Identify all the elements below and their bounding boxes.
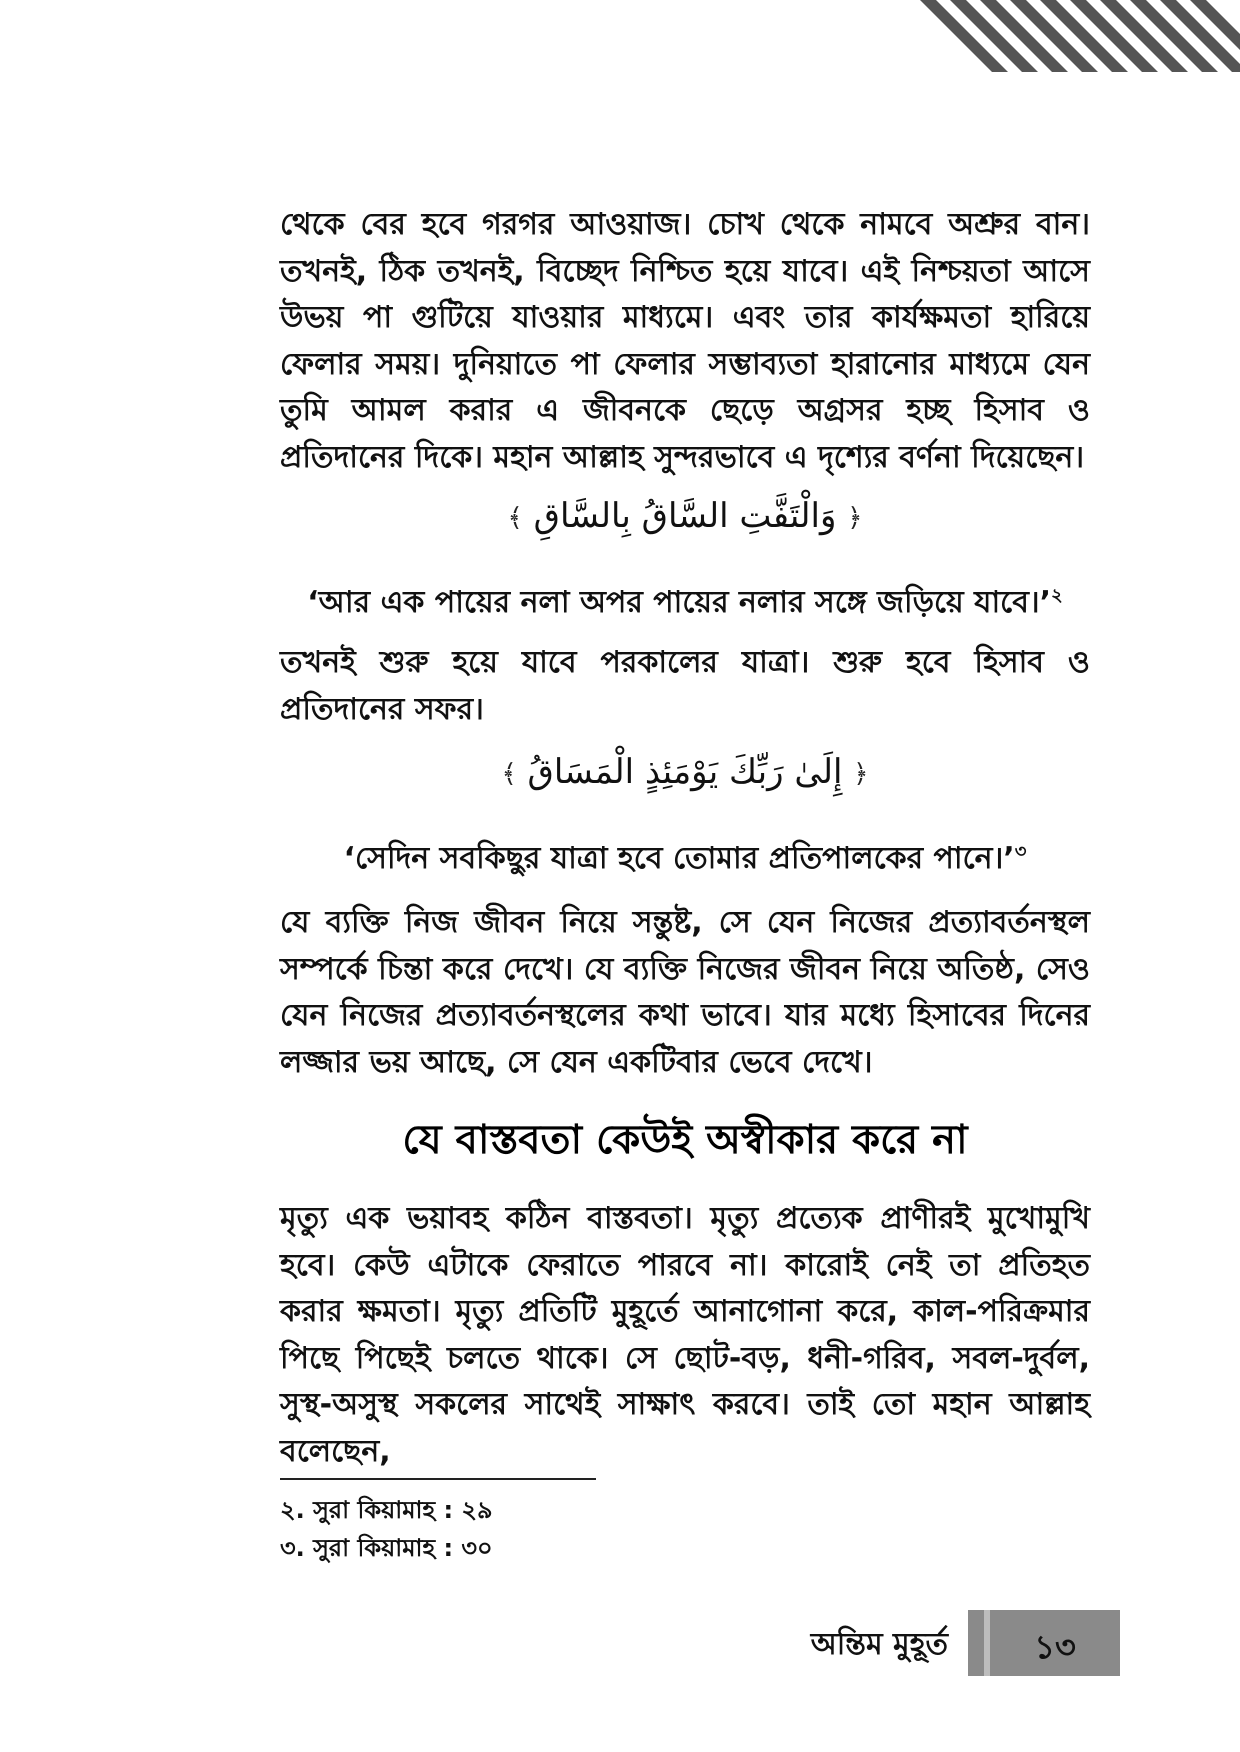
body-paragraph: তখনই শুরু হয়ে যাবে পরকালের যাত্রা। শুরু হবে হিসাব ও প্রতিদানের সফর।	[280, 645, 1090, 727]
ornament-icon: ﴾	[501, 759, 517, 789]
translation-text: ‘সেদিন সবকিছুর যাত্রা হবে তোমার প্রতিপালকের পানে।’	[343, 841, 1015, 876]
arabic-verse-text: إِلَىٰ رَبِّكَ يَوْمَئِذٍ الْمَسَاقُ	[527, 752, 843, 792]
ornament-icon: ﴾	[507, 503, 523, 533]
footnote-divider	[280, 1478, 596, 1480]
quran-verse	[280, 752, 1090, 792]
body-paragraph: যে ব্যক্তি নিজ জীবন নিয়ে সন্তুষ্ট, সে যেন নিজের প্রত্যাবর্তনস্থল সম্পর্কে চিন্তা করে দেখে। যে ব্যক্তি নিজের জীবন নিয়ে অতিষ্ঠ, সেও যেন নিজের প্রত্যাবর্তনস্থলের কথা ভাবে। যার মধ্যে হিসাবের দিনের লজ্জার ভয় আছে, সে যেন একটিবার ভেবে দেখে।	[280, 905, 1090, 1080]
footnote: ৩. সুরা কিয়ামাহ : ৩০	[280, 1534, 493, 1562]
body-paragraph: থেকে বের হবে গরগর আওয়াজ। চোখ থেকে নামবে অশ্রুর বান। তখনই, ঠিক তখনই, বিচ্ছেদ নিশ্চিত হয়ে যাবে। এই নিশ্চয়তা আসে উভয় পা গুটিয়ে যাওয়ার মাধ্যমে। এবং তার কার্যক্ষমতা হারিয়ে ফেলার সময়। দুনিয়াতে পা ফেলার সম্ভাব্যতা হারানোর মাধ্যমে যেন তুমি আমল করার এ জীবনকে ছেড়ে অগ্রসর হচ্ছ হিসাব ও প্রতিদানের দিকে। মহান আল্লাহ সুন্দরভাবে এ দৃশ্যের বর্ণনা দিয়েছেন।	[280, 207, 1090, 475]
verse-translation	[280, 834, 1090, 885]
footnote: ২. সুরা কিয়ামাহ : ২৯	[280, 1496, 493, 1524]
footnote-ref: ২	[1051, 585, 1063, 606]
decorative-stripes	[910, 0, 1240, 72]
page-number: ১৩	[1034, 1628, 1076, 1666]
body-paragraph: মৃত্যু এক ভয়াবহ কঠিন বাস্তবতা। মৃত্যু প্রত্যেক প্রাণীরই মুখোমুখি হবে। কেউ এটাকে ফেরাতে পারবে না। কারোই নেই তা প্রতিহত করার ক্ষমতা। মৃত্যু প্রতিটি মুহূর্তে আনাগোনা করে, কাল-পরিক্রমার পিছে পিছেই চলতে থাকে। সে ছোট-বড়, ধনী-গরিব, সবল-দুর্বল, সুস্থ-অসুস্থ সকলের সাথেই সাক্ষাৎ করবে। তাই তো মহান আল্লাহ বলেছেন,	[280, 1201, 1090, 1469]
page-number-box	[968, 1610, 1120, 1676]
page-number-panel	[984, 1610, 1120, 1676]
quran-verse	[280, 496, 1090, 536]
verse-translation	[280, 578, 1090, 629]
running-title: অন্তিম মুহূর্ত	[810, 1627, 948, 1662]
translation-text: ‘আর এক পায়ের নলা অপর পায়ের নলার সঙ্গে জড়িয়ে যাবে।’	[307, 585, 1052, 620]
section-heading: যে বাস্তবতা কেউই অস্বীকার করে না	[402, 1117, 968, 1163]
ornament-icon: ﴿	[853, 759, 869, 789]
arabic-verse-text: وَالْتَفَّتِ السَّاقُ بِالسَّاقِ	[533, 496, 837, 536]
ornament-icon: ﴿	[847, 503, 863, 533]
footnote-ref: ৩	[1014, 841, 1027, 862]
